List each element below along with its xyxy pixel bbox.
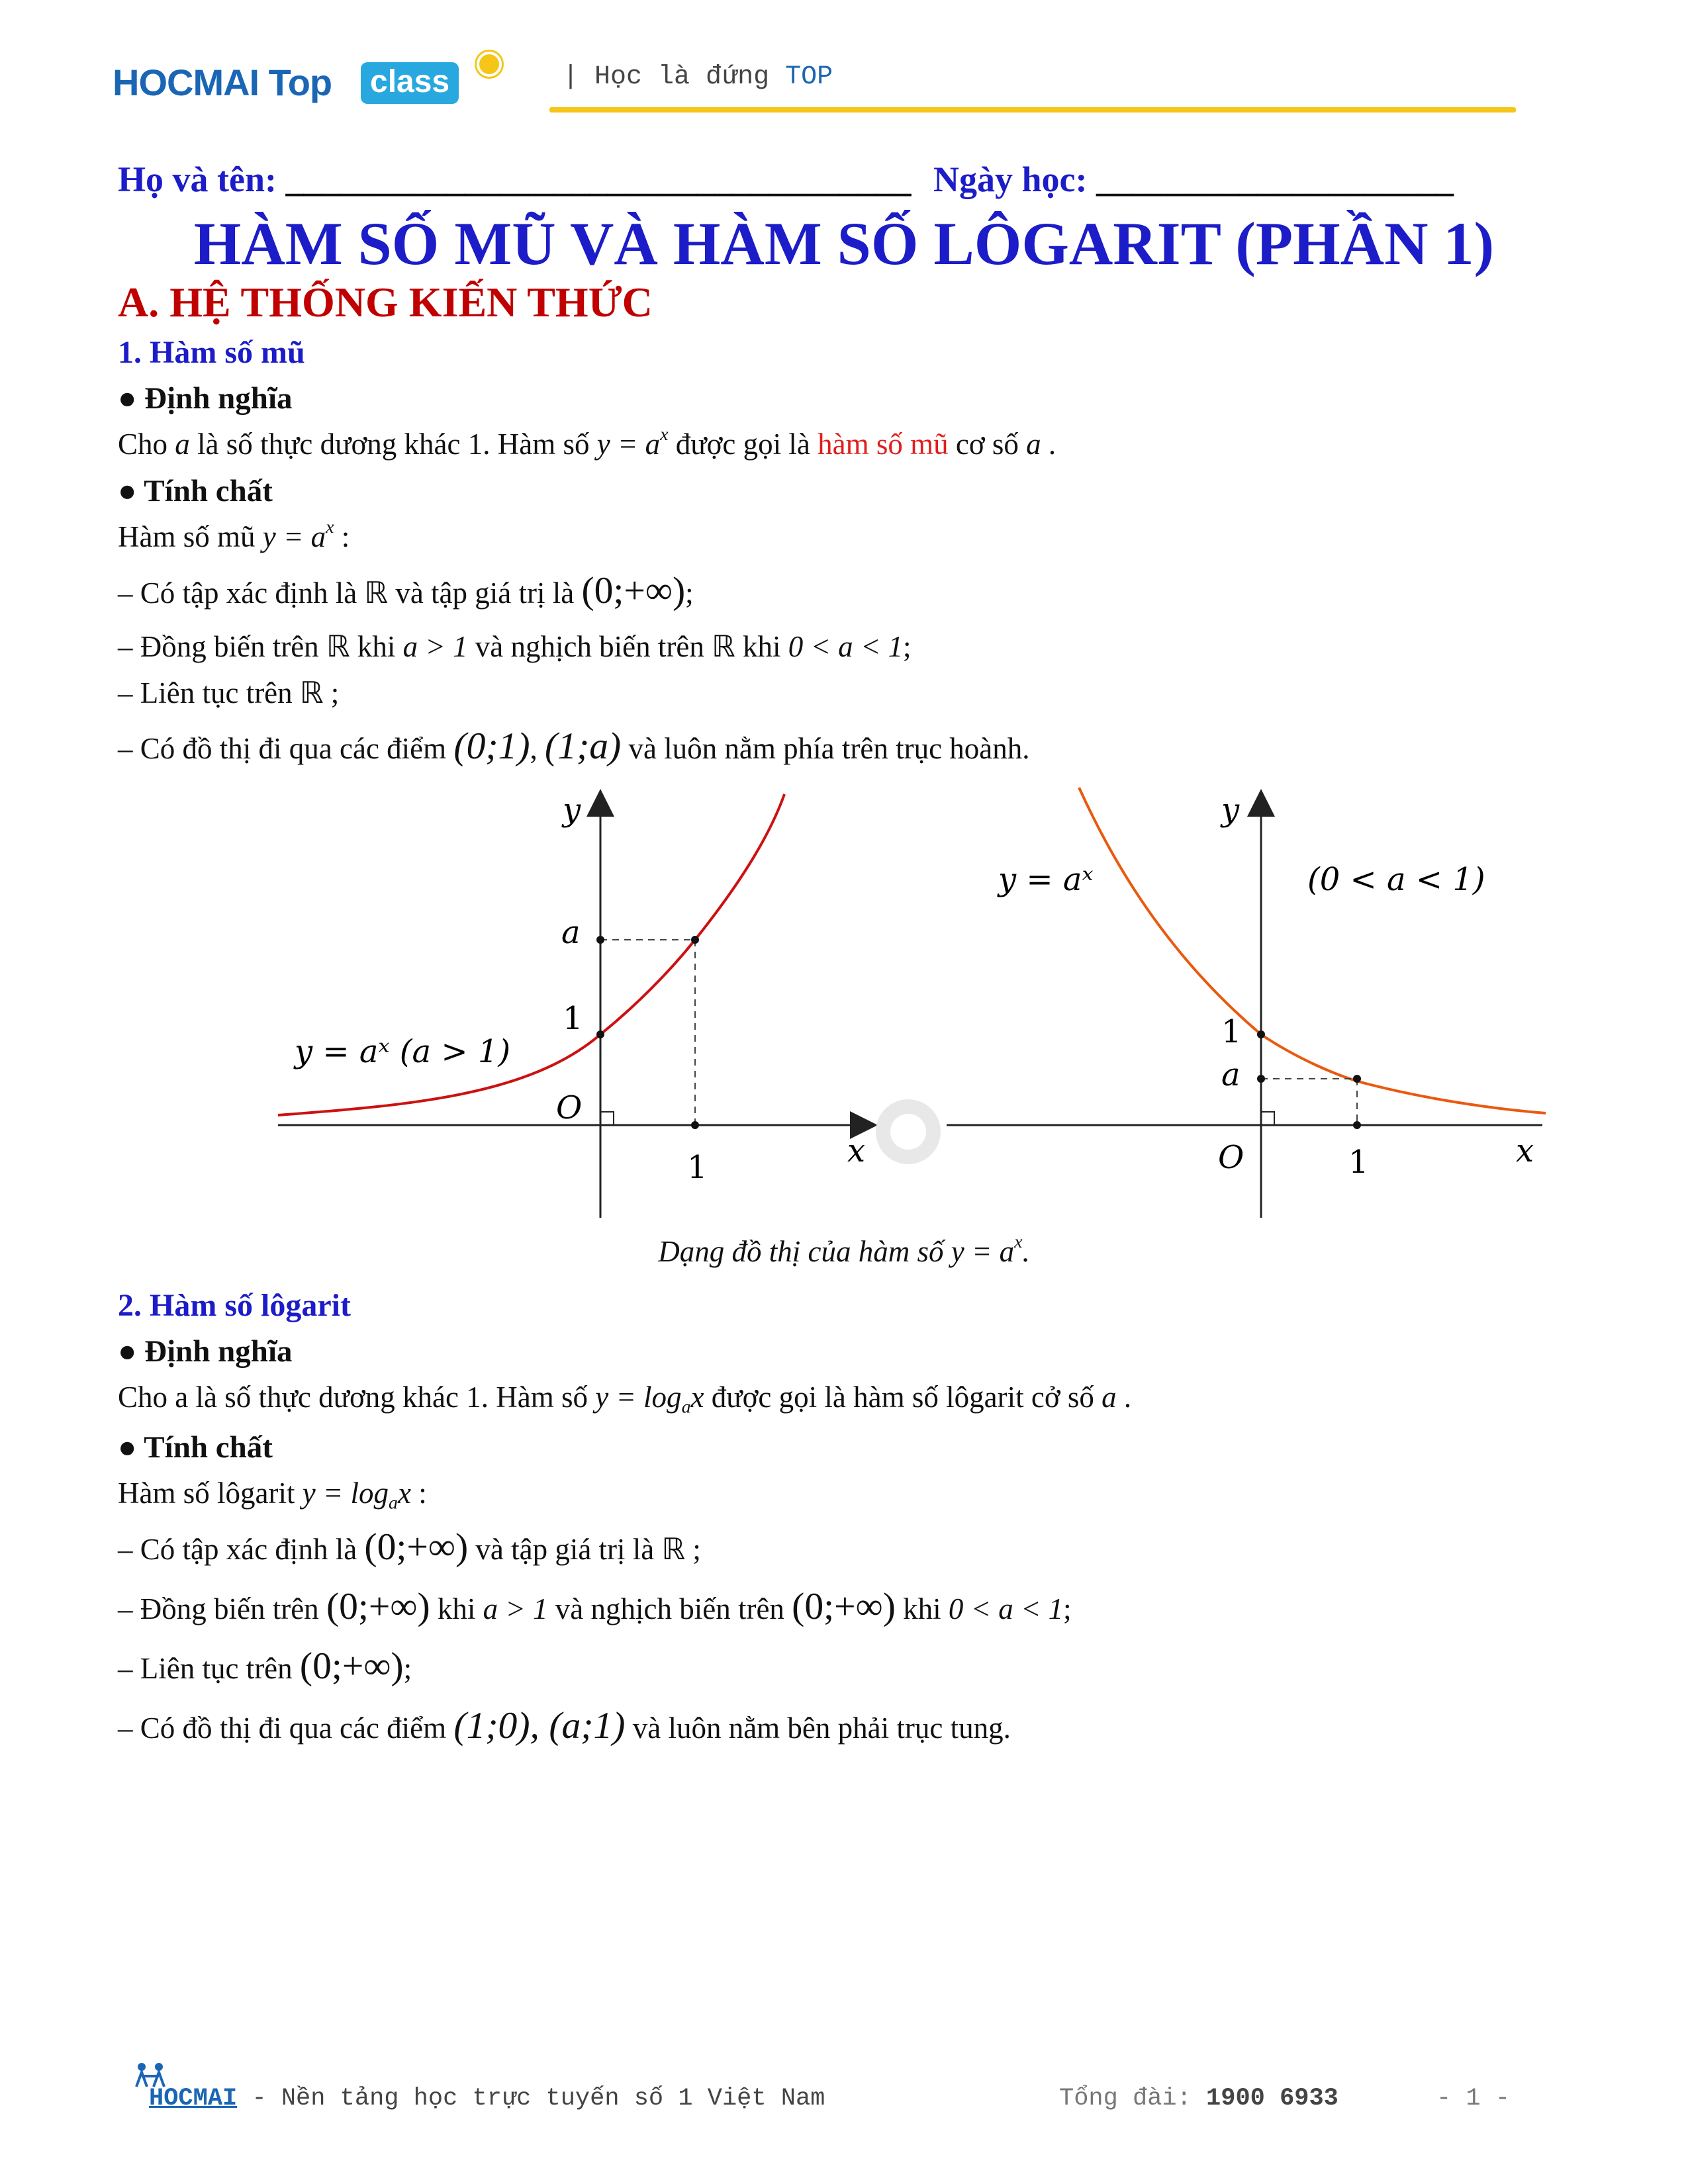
curve-label-right: y = aˣ [998, 861, 1094, 898]
footer [149, 2085, 825, 2113]
math-condition: 0 < a < 1 [788, 630, 903, 663]
text-span: khi [430, 1592, 483, 1625]
a-tick-label: a [1221, 1056, 1241, 1093]
math-set: ℝ [326, 630, 350, 663]
text-span: và tập giá trị là [388, 576, 582, 610]
point-curve [1353, 1075, 1361, 1083]
text-span: : [410, 1477, 427, 1510]
log-prop-intro [118, 1476, 427, 1514]
text-span: Cho [118, 428, 175, 461]
text-span: ; [685, 576, 694, 610]
date-label: Ngày học: [933, 159, 1088, 199]
math-point: (0;1) [453, 725, 530, 767]
math-var: a [1026, 428, 1041, 461]
log-prop-3 [118, 1645, 412, 1688]
math-set: ℝ [712, 630, 735, 663]
text-span: cơ số [948, 428, 1027, 461]
x-axis-label: x [1516, 1132, 1534, 1169]
text-span: Hàm số lôgarit [118, 1477, 303, 1510]
x-axis-label: x [847, 1132, 866, 1169]
text-span: – Đồng biến trên [118, 1592, 326, 1625]
math-formula: y = a [596, 428, 661, 461]
logo-main-text: HOCMAI [113, 62, 259, 103]
point-a [1257, 1075, 1265, 1083]
text-span: – Có tập xác định là [118, 576, 365, 610]
page-number: - 1 - [1436, 2085, 1511, 2113]
slogan-top: TOP [785, 62, 833, 92]
math-subscript: a [389, 1492, 398, 1514]
highlighted-term: hàm số mũ [818, 428, 949, 461]
text-span: là số thực dương khác 1. Hàm số [189, 428, 597, 461]
text-span: và nghịch biến trên [467, 630, 712, 663]
text-span: và tập giá trị là [468, 1533, 662, 1566]
math-condition: a > 1 [402, 630, 468, 663]
math-set: ℝ [299, 676, 324, 709]
text-span: – Liên tục trên [118, 1652, 300, 1685]
log-def-text [118, 1380, 1132, 1418]
math-subscript: a [681, 1396, 691, 1418]
math-set: ℝ [661, 1533, 686, 1566]
text-span: – Đồng biến trên [118, 630, 326, 663]
text-span: và luôn nằm phía trên trục hoành. [621, 732, 1030, 765]
text-span: Hàm số mũ [118, 520, 263, 553]
logo-class-text: class [370, 64, 450, 99]
x-one-label: 1 [687, 1149, 708, 1186]
math-set: ℝ [364, 576, 389, 610]
math-var: a [175, 428, 190, 461]
text-span: được gọi là hàm số lôgarit cở số [704, 1381, 1102, 1414]
math-interval: (0;+∞) [581, 570, 686, 612]
math-condition: a > 1 [483, 1592, 548, 1625]
text-span: ; [403, 1652, 412, 1685]
y-axis-label: y [1221, 792, 1240, 829]
caption-text: Dạng đồ thị của hàm số [658, 1235, 951, 1268]
watermark-icon [883, 1107, 933, 1157]
math-exponent: x [660, 424, 669, 445]
origin-label: O [556, 1089, 583, 1126]
curve-label-left: y = aˣ (a > 1) [295, 1033, 511, 1070]
section-a-heading: A. HỆ THỐNG KIẾN THỨC [118, 279, 653, 326]
log-prop-heading [118, 1430, 273, 1465]
one-tick-label: 1 [1221, 1013, 1242, 1050]
text-span: khi [350, 630, 403, 663]
text-span: và luôn nằm bên phải trục tung. [625, 1711, 1011, 1745]
math-exponent: x [326, 517, 334, 538]
logo-top-text: Top [268, 62, 332, 103]
math-interval: (0;+∞) [326, 1586, 430, 1627]
text-span: – Có đồ thị đi qua các điểm [118, 1711, 454, 1745]
text-span: ; [323, 676, 340, 709]
point-a [596, 936, 604, 944]
math-points: (1;0), (a;1) [453, 1705, 626, 1747]
log-prop-4 [118, 1704, 1011, 1747]
text-span: ; [1063, 1592, 1072, 1625]
footer-tagline: - Nền tảng học trực tuyến số 1 Việt Nam [237, 2085, 825, 2113]
math-formula: y = a [951, 1235, 1015, 1268]
name-label: Họ và tên: [118, 159, 277, 199]
text-span: . [1116, 1381, 1132, 1414]
exp-def-heading-text: Định nghĩa [144, 381, 293, 416]
math-condition: 0 < a < 1 [948, 1592, 1064, 1625]
text-span: ; [903, 630, 912, 663]
name-blank[interactable]: ___________________________________ [285, 159, 912, 199]
graph-left [278, 792, 874, 1218]
point-curve [691, 936, 699, 944]
exp-heading: 1. Hàm số mũ [118, 335, 305, 370]
log-def-heading-text: Định nghĩa [144, 1334, 293, 1369]
text-span: được gọi là [668, 428, 818, 461]
bullet-icon: ● [118, 1430, 137, 1465]
math-interval: (0;+∞) [364, 1526, 469, 1568]
slogan-separator: | [563, 62, 579, 92]
math-formula: y = log [302, 1477, 389, 1510]
math-var: a [1102, 1381, 1117, 1414]
text-span: – Có đồ thị đi qua các điểm [118, 732, 454, 765]
exp-curve-decreasing [1079, 788, 1546, 1113]
math-formula: y = log [595, 1381, 682, 1414]
math-var: x [398, 1477, 411, 1510]
math-formula: y = a [262, 520, 326, 553]
math-var: x [690, 1381, 704, 1414]
log-prop-heading-text: Tính chất [144, 1430, 273, 1465]
log-heading: 2. Hàm số lôgarit [118, 1288, 351, 1323]
log-def-heading [118, 1334, 293, 1369]
bullet-icon: ● [118, 474, 137, 508]
one-tick-label: 1 [563, 1000, 583, 1037]
graph-right [947, 788, 1546, 1218]
text-span: khi [735, 630, 788, 663]
hotline-number[interactable]: 1900 6933 [1206, 2085, 1338, 2113]
date-blank[interactable]: ____________________ [1096, 159, 1454, 199]
hotline-label: Tổng đài: [1059, 2085, 1207, 2113]
math-exponent: x [1014, 1232, 1023, 1253]
a-tick-label: a [561, 914, 581, 951]
right-angle-mark [600, 1112, 614, 1125]
footer-brand[interactable]: HOCMAI [149, 2085, 238, 2113]
text-span: và nghịch biến trên [547, 1592, 792, 1625]
point-one [1257, 1030, 1265, 1038]
math-point: (1;a) [545, 725, 622, 767]
bullet-icon: ● [118, 381, 137, 416]
exp-prop-heading-text: Tính chất [144, 474, 273, 508]
text-span: khi [895, 1592, 949, 1625]
text-span: . [1041, 428, 1056, 461]
text-span: – Liên tục trên [118, 676, 300, 709]
log-prop-2 [118, 1585, 1072, 1628]
condition-label: (0 < a < 1) [1307, 861, 1485, 898]
right-angle-mark [1261, 1112, 1274, 1125]
text-span: ; [685, 1533, 701, 1566]
slogan-text: Học là đứng [594, 62, 786, 92]
text-span: Cho a là số thực dương khác 1. Hàm số [118, 1381, 596, 1414]
text-span: – Có tập xác định là [118, 1533, 365, 1566]
footer-hotline [1059, 2085, 1338, 2113]
math-interval: (0;+∞) [792, 1586, 896, 1627]
text-span: , [530, 732, 545, 765]
point-x-one [691, 1121, 699, 1129]
y-axis-label: y [563, 792, 581, 829]
graph-caption [0, 1234, 1688, 1269]
bullet-icon: ● [118, 1334, 137, 1369]
footer-logo-icon [132, 2062, 169, 2088]
point-x-one [1353, 1121, 1361, 1129]
origin-label: O [1218, 1139, 1244, 1176]
math-interval: (0;+∞) [299, 1645, 404, 1687]
caption-end: . [1022, 1235, 1030, 1268]
log-prop-1 [118, 1525, 701, 1569]
text-span: : [334, 520, 350, 553]
page-title: HÀM SỐ MŨ VÀ HÀM SỐ LÔGARIT (PHẦN 1) [193, 210, 1495, 277]
x-one-label: 1 [1348, 1144, 1369, 1181]
point-one [596, 1030, 604, 1038]
